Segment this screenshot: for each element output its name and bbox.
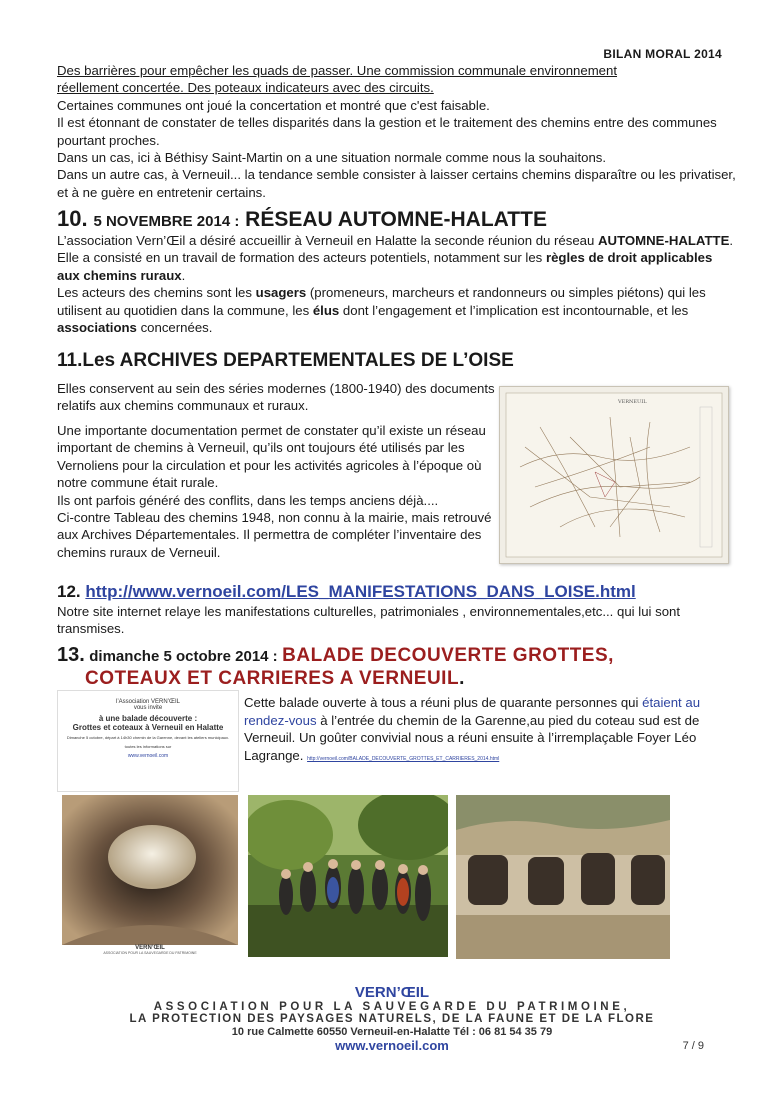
section-10-paragraph-2 [57,284,737,336]
poster-line-1: l’Association VERN’ŒIL [115,699,181,705]
text-bold: associations [57,320,137,336]
poster-line-3: Grottes et coteaux à Verneuil en Halatte [72,723,224,732]
poster-line-6: www.vernoeil.com [127,753,169,759]
intro-line-3: Certaines communes ont joué la concertation et montré que c'est faisable. [57,97,490,113]
event-poster-image [57,690,239,792]
section-12-url-link[interactable]: http://www.vernoeil.com/LES_MANIFESTATIONS_DANS_LOISE.html [85,582,636,601]
balade-url-link[interactable]: http://vernoeil.com/BALADE_DECOUVERTE_GROTTES_ET_CARRIERES_2014.html [307,755,500,762]
footer-website[interactable]: www.vernoeil.com [335,1038,449,1053]
intro-underline-2: réellement concertée. Des poteaux indicateurs avec des circuits. [57,80,434,96]
text-run: Cette balade ouverte à tous a réuni plus de quarante personnes qui [244,695,643,710]
archive-map-image [499,386,729,564]
document-header: BILAN MORAL 2014 [603,47,722,61]
archive-map-drawing [500,387,728,563]
footer-line-1: ASSOCIATION POUR LA SAUVEGARDE DU PATRIMOINE, [153,1001,631,1013]
page-number: 7 / 9 [682,1040,704,1052]
section-11-paragraph-2: Une importante documentation permet de constater qu’il existe un réseau important de chemins à Verneuil, qu’ils ont toujours été utilisés par les Vernoliens pour la circulation et pour les activités agricoles à l’époque où notre commune était rurale. [57,423,486,491]
footer-line-2: LA PROTECTION DES PAYSAGES NATURELS, DE LA FAUNE ET DE LA FLORE [129,1013,655,1025]
cave-photo [62,795,238,945]
poster-line-2: à une balade découverte : [98,714,198,723]
text-run: concernées. [136,320,213,336]
cave-caption [62,945,238,963]
group-walk-photo [248,795,448,957]
intro-underline-1: Des barrières pour empêcher les quads de passer. Une commission communale environnement [57,63,618,78]
text-run: L’association Vern’Œil a désiré accueillir à Verneuil en Halatte la seconde réunion du réseau [57,233,599,248]
cave-caption-title: VERN’ŒIL [135,945,165,951]
text-bold: usagers [255,285,307,301]
intro-line-6: Dans un autre cas, à Verneuil... la tendance semble consister à laisser certains chemins disparaître ou les privatiser, et à ne guère en entretenir certains. [57,167,736,200]
text-bold: élus [312,302,340,318]
footer-address: 10 rue Calmette 60550 Verneuil-en-Halatte Tél : 06 81 54 35 79 [231,1026,553,1038]
section-13-number: 13. [57,644,85,666]
section-10-paragraph-1 [57,232,737,284]
footer-org-name: VERN’ŒIL [354,984,430,1001]
text-bold: règles de droit applicables aux chemins ruraux [57,250,713,283]
section-12-heading [57,582,636,602]
section-13-date: dimanche 5 octobre 2014 : [89,648,278,665]
section-13-title-line-2-text: COTEAUX ET CARRIERES A VERNEUIL [85,668,460,689]
section-11-paragraph-3: Ils ont parfois généré des conflits, dans les temps anciens déjà.... [57,492,439,508]
intro-line-4: Il est étonnant de constater de telles disparités dans la gestion et le traitement des chemins entre des communes pourtant proches. [57,115,717,148]
section-12-paragraph: Notre site internet relaye les manifestations culturelles, patrimoniales , environnementales,etc... qui lui sont transmises. [57,604,681,637]
section-13-title-line-2 [85,668,465,690]
quarry-drawing [456,795,670,959]
text-run: Les acteurs des chemins sont les [57,285,256,301]
text-bold: AUTOMNE-HALATTE [598,233,730,248]
section-13-title-line-1: BALADE DECOUVERTE GROTTES, [282,645,614,666]
section-10-number: 10. [57,206,88,231]
section-11-heading: 11.Les ARCHIVES DEPARTEMENTALES DE L’OISE [57,350,514,371]
poster-line-4: Dimanche 5 octobre, départ à 14h30 chemin de la Garenne, devant les ateliers municipaux. [66,735,230,740]
section-12-number: 12. [57,582,81,601]
section-10-body [57,232,737,336]
text-run: (promeneurs, marcheurs et randonneurs ou simples piétons) qui les utilisent au quotidien dans la commune, les [57,285,706,318]
cave-drawing [62,795,238,945]
section-10-date: 5 NOVEMBRE 2014 : [93,213,240,230]
text-run: dont l’engagement et l’implication est incontournable, et les [339,302,689,318]
map-title: VERNEUIL [618,399,647,405]
section-10-heading [57,206,747,232]
section-10-title: RÉSEAU AUTOMNE-HALATTE [245,208,547,231]
text-run: à l’entrée du chemin de la Garenne,au pied du coteau sud est de Verneuil. Un goûter convivial nous a réuni ensuite à l’irremplaçable Foyer Léo Lagrange. [244,712,700,763]
section-13-title-dot: . [459,668,465,689]
cave-caption-sub: ASSOCIATION POUR LA SAUVEGARDE DU PATRIMOINE [103,951,197,955]
text-run: . Elle a consisté en un travail de formation des acteurs potentiels, notamment sur les [57,233,734,266]
poster-line-1b: vous invite [133,705,163,711]
poster-line-5: toutes les informations sur [124,744,172,749]
intro-section [57,62,737,201]
section-13-heading [57,644,614,667]
section-11-body [57,422,502,561]
quarry-photo [456,795,670,959]
intro-line-5: Dans un cas, ici à Béthisy Saint-Martin on a une situation normale comme nous la souhaitons. [57,150,607,166]
rendezvous-link[interactable]: étaient au rendez-vous [244,695,701,728]
section-13-paragraph [244,694,734,768]
text-run: . [181,267,186,283]
section-11-paragraph-1: Elles conservent au sein des séries modernes (1800-1940) des documents relatifs aux chemins communaux et ruraux. [57,381,495,414]
group-walk-drawing [248,795,448,957]
section-11-paragraph-4: Ci-contre Tableau des chemins 1948, non connu à la mairie, mais retrouvé aux Archives Départementales. Il permettra de compléter l’inventaire des chemins ruraux de Verneuil. [57,510,492,560]
